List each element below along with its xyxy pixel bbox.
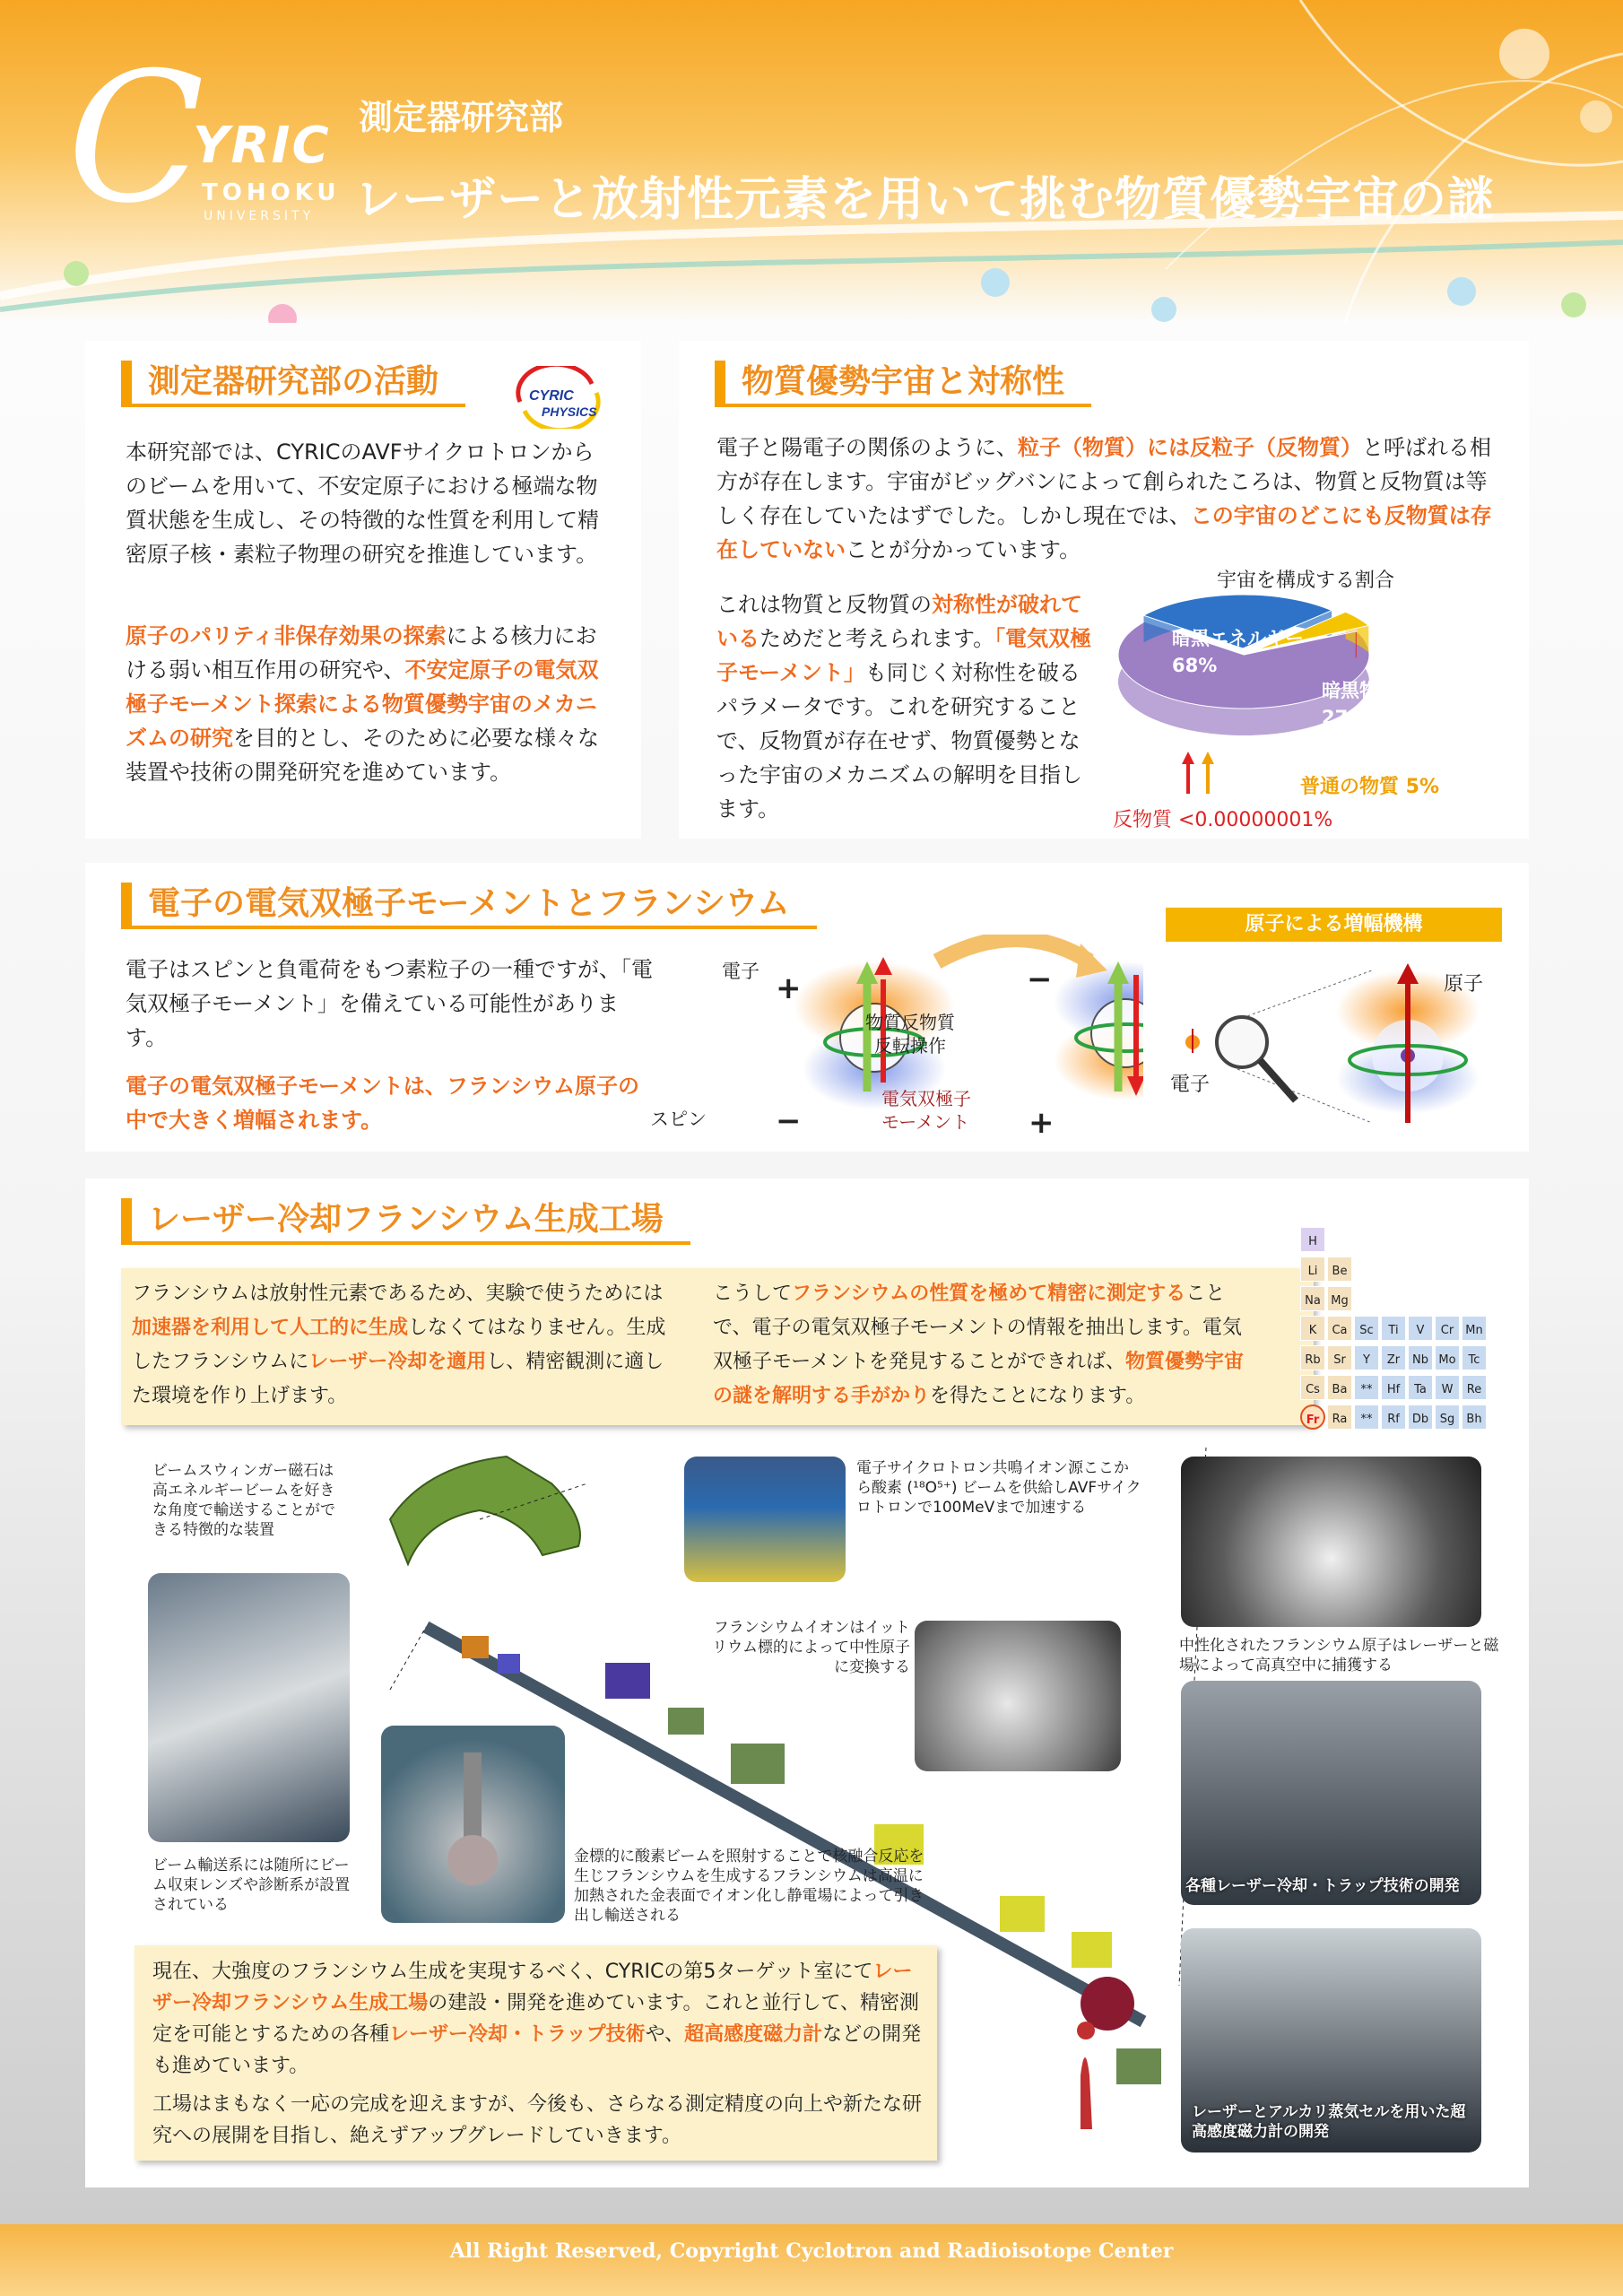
fi-hl2: レーザー冷却を適用: [308, 1351, 487, 1373]
edm-title: 電子の電気双極子モーメントとフランシウム: [121, 883, 817, 929]
footer: All Right Reserved, Copyright Cyclotron and Radioisotope Center: [0, 2224, 1623, 2296]
sym2-t2: ためだと考えられます。: [759, 626, 995, 651]
element-Sr: Sr: [1327, 1345, 1352, 1370]
element-Bh: Bh: [1462, 1405, 1487, 1430]
factory-bottom-paragraph-2: 工場はまもなく一応の完成を迎えますが、今後も、さらなる測定精度の向上や新たな研究への展開を目指し、絶えずアップグレードしていきます。: [152, 2093, 923, 2147]
symmetry-panel: [679, 341, 1529, 839]
caption-trap: 中性化されたフランシウム原子はレーザーと磁場によって高真空中に捕獲する: [1179, 1637, 1499, 1674]
element-Mg: Mg: [1327, 1286, 1352, 1311]
element-K: K: [1300, 1316, 1325, 1341]
sym-hl1: 粒子（物質）には反粒子（反物質）: [1018, 435, 1362, 460]
element-Ba: Ba: [1327, 1375, 1352, 1400]
sym-t3: ことが分かっています。: [846, 537, 1081, 562]
photo-laser-cooling: [1181, 1681, 1481, 1905]
label-minus-left: −: [776, 1103, 802, 1139]
activity-t-2: を目的とし、そのために必要な様々な装置や技術の開発研究を進めています。: [126, 726, 599, 785]
photo-trap-chamber: [1181, 1457, 1481, 1627]
logo-university: UNIVERSITY: [204, 209, 315, 223]
logo-yric: YRIC: [193, 117, 331, 175]
symmetry-paragraph-2: [716, 587, 1093, 826]
badge-text-2: PHYSICS: [542, 404, 597, 419]
element-Nb: Nb: [1408, 1345, 1433, 1370]
photo-beam-transport: [148, 1573, 350, 1842]
fi-t2: しなくてはなりません。生成したフランシウムに: [132, 1317, 666, 1373]
element-Tc: Tc: [1462, 1345, 1487, 1370]
logo-c: C: [67, 34, 205, 243]
poster-title: レーザーと放射性元素を用いて挑む物質優勢宇宙の謎: [354, 173, 1496, 227]
factory-intro-box: [121, 1268, 1314, 1425]
element-Ca: Ca: [1327, 1316, 1352, 1341]
element-Db: Db: [1408, 1405, 1433, 1430]
universe-pie-chart: [1109, 561, 1522, 834]
activity-panel: [85, 341, 641, 839]
element-Hf: Hf: [1381, 1375, 1406, 1400]
photo-yttrium-target: [915, 1621, 1121, 1771]
fb-hl2: レーザー冷却・トラップ技術: [389, 2023, 646, 2046]
label-operation: 物質反物質 反転操作: [865, 1012, 955, 1057]
symmetry-title: 物質優勢宇宙と対称性: [715, 361, 1091, 407]
photo-ion-source: [684, 1457, 846, 1582]
photo-gold-target: [381, 1726, 565, 1923]
sym-hl2: この宇宙のどこにも反物質は存在していない: [716, 503, 1492, 562]
caption-yttrium-target: フランシウムイオンはイットリウム標的によって中性原子に変換する: [712, 1619, 910, 1676]
fr-t3: を得たことになります。: [930, 1385, 1146, 1407]
sym-t1: 電子と陽電子の関係のように、: [716, 435, 1018, 460]
element-Zr: Zr: [1381, 1345, 1406, 1370]
element-Mn: Mn: [1462, 1316, 1487, 1341]
ordinary-arrow-head: [1202, 752, 1214, 764]
label-plus-left: +: [776, 970, 802, 1006]
element-Fr: Fr: [1300, 1405, 1325, 1430]
element-Na: Na: [1300, 1286, 1325, 1311]
amplification-badge: 原子による増幅機構: [1166, 908, 1502, 942]
element-**: **: [1354, 1375, 1379, 1400]
badge-text-1: CYRIC: [529, 388, 574, 404]
label-spin: スピン: [650, 1109, 707, 1130]
caption-gold-target: 金標的に酸素ビームを照射することで核融合反応を生じフランシウムを生成するフランシウムは高温に加熱された金表面でイオン化し静電場によって引き出し輸送される: [574, 1848, 924, 1925]
fi-hl1: 加速器を利用して人工的に生成: [132, 1317, 409, 1339]
sym2-t3: も同じく対称性を破るパラメータです。これを研究することで、反物質が存在せず、物質優勢となった宇宙のメカニズムの解明を目指します。: [716, 660, 1082, 822]
label-electron-2: 電子: [1170, 1074, 1211, 1096]
element-Cr: Cr: [1435, 1316, 1460, 1341]
element-**: **: [1354, 1405, 1379, 1430]
element-Ra: Ra: [1327, 1405, 1352, 1430]
cyric-logo: [67, 34, 341, 243]
element-Re: Re: [1462, 1375, 1487, 1400]
element-Be: Be: [1327, 1257, 1352, 1282]
caption-beam-swinger: ビームスウィンガー磁石は高エネルギービームを好きな角度で輸送することができる特徴的な装置: [152, 1462, 335, 1539]
activity-paragraph-2: [126, 619, 610, 789]
caption-laser-cooling: 各種レーザー冷却・トラップ技術の開発: [1185, 1877, 1460, 1895]
element-Cs: Cs: [1300, 1375, 1325, 1400]
fr-t1: こうして: [713, 1283, 793, 1305]
label-electron: 電子: [722, 961, 759, 982]
factory-title: レーザー冷却フランシウム生成工場: [121, 1198, 690, 1245]
element-Y: Y: [1354, 1345, 1379, 1370]
department-name: 測定器研究部: [359, 98, 564, 137]
element-Sg: Sg: [1435, 1405, 1460, 1430]
fb-t1: 現在、大強度のフランシウム生成を実現するべく、CYRICの第5ターゲット室にて: [152, 1961, 873, 1983]
sym2-hl1: 対称性が破れている: [716, 592, 1082, 651]
element-H: H: [1300, 1227, 1325, 1252]
element-Rb: Rb: [1300, 1345, 1325, 1370]
element-Mo: Mo: [1435, 1345, 1460, 1370]
element-Ta: Ta: [1408, 1375, 1433, 1400]
fr-hl2: 物質優勢宇宙の謎を解明する手がかり: [713, 1351, 1245, 1407]
fi-t3: し、精密観測に適した環境を作り上げます。: [132, 1351, 664, 1407]
cyric-physics-badge: [511, 366, 601, 429]
fi-t1: フランシウムは放射性元素であるため、実験で使うためには: [132, 1283, 664, 1305]
factory-bottom-box: [135, 1945, 937, 2161]
label-plus-right: +: [1028, 1105, 1055, 1141]
fb-hl1: レーザー冷却フランシウム生成工場: [152, 1961, 913, 2014]
pie-label-ordinary-matter: 普通の物質 5%: [1300, 776, 1440, 798]
pie-label-antimatter: 反物質 <0.00000001%: [1113, 809, 1333, 831]
sym2-hl2: 「電気双極子モーメント」: [716, 626, 1092, 685]
fb-t3: や、: [645, 2023, 685, 2046]
factory-intro-right: [713, 1277, 1260, 1413]
pie-slice-side-3: [1356, 631, 1357, 658]
antimatter-arrow-head: [1182, 752, 1194, 764]
element-W: W: [1435, 1375, 1460, 1400]
pie-label-dark-energy: 暗黒エネルギー 68%: [1172, 628, 1304, 676]
fb-t2: の建設・開発を進めています。これと並行して、精密測定を可能とするための各種: [152, 1992, 920, 2046]
header-banner: [0, 0, 1623, 323]
activity-t-1: による核力における弱い相互作用の研究や、: [126, 623, 597, 683]
symmetry-paragraph-1: [716, 430, 1497, 567]
edm-paragraph-1: 電子はスピンと負電荷をもつ素粒子の一種ですが、「電気双極子モーメント」を備えている可能性があります。: [126, 957, 653, 1050]
label-atom: 原子: [1444, 973, 1484, 996]
label-edm: 電気双極子 モーメント: [881, 1088, 971, 1133]
edm-paragraph-2: 電子の電気双極子モーメントは、フランシウム原子の中で大きく増幅されます。: [126, 1074, 639, 1133]
activity-hl-2: 不安定原子の電気双極子モーメント探索による物質優勢宇宙のメカニズムの研究: [126, 657, 599, 751]
element-Li: Li: [1300, 1257, 1325, 1282]
element-Ti: Ti: [1381, 1316, 1406, 1341]
caption-ion-source: 電子サイクロトロン共鳴イオン源ここから酸素 (¹⁸O⁵⁺) ビームを供給しAVFサイクロトロンで100MeVまで加速する: [856, 1459, 1141, 1517]
element-Rf: Rf: [1381, 1405, 1406, 1430]
factory-intro-left: [132, 1277, 679, 1413]
element-Sc: Sc: [1354, 1316, 1379, 1341]
sym-t2: と呼ばれる相方が存在します。宇宙がビッグバンによって創られたころは、物質と反物質は等しく存在していたはずでした。しかし現在では、: [716, 435, 1491, 528]
factory-bottom-paragraph-1: [152, 1956, 924, 2082]
edm-panel: [85, 863, 1529, 1152]
fb-t4: などの開発も進めています。: [152, 2023, 922, 2077]
logo-tohoku: TOHOKU: [202, 179, 341, 206]
label-minus-right: −: [1027, 961, 1053, 997]
element-V: V: [1408, 1316, 1433, 1341]
photo-magnetometer: [1181, 1928, 1481, 2152]
activity-title: 測定器研究部の活動: [121, 361, 465, 407]
sym2-t1: これは物質と反物質の: [716, 592, 932, 617]
fr-t2: ことで、電子の電気双極子モーメントの情報を抽出します。電気双極子モーメントを発見することができれば、: [713, 1283, 1242, 1373]
pie-label-dark-matter: 暗黒物質 27%: [1322, 680, 1397, 728]
caption-beam-transport: ビーム輸送系には随所にビーム収束レンズや診断系が設置されている: [152, 1857, 351, 1914]
gold-target-icon: [381, 1726, 565, 1923]
caption-magnetometer: レーザーとアルカリ蒸気セルを用いた超高感度磁力計の開発: [1192, 2103, 1466, 2141]
activity-paragraph-1: 本研究部では、CYRICのAVFサイクロトロンからのビームを用いて、不安定原子における極端な物質状態を生成し、その特徴的な性質を利用して精密原子核・素粒子物理の研究を推進しています。: [126, 439, 599, 567]
fb-hl3: 超高感度磁力計: [684, 2023, 823, 2046]
activity-hl-1: 原子のパリティ非保存効果の探索: [126, 623, 447, 648]
pie-title: 宇宙を構成する割合: [1217, 570, 1395, 592]
fr-hl1: フランシウムの性質を極めて精密に測定する: [792, 1283, 1186, 1305]
